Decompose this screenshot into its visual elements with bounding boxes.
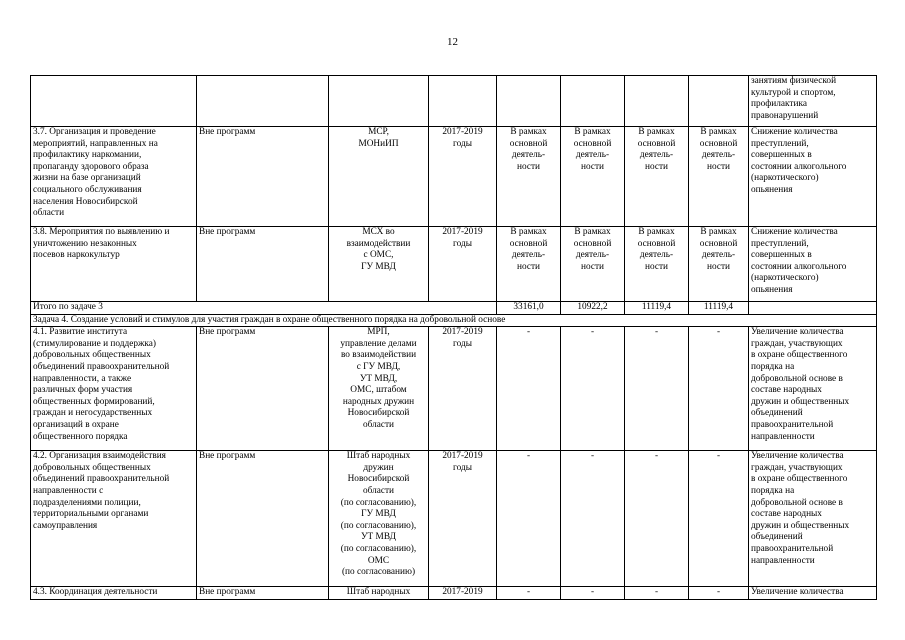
period-cell: 2017-2019 годы — [429, 127, 497, 227]
table-row — [31, 451, 877, 587]
amount-cell: - — [625, 451, 689, 587]
executor-cell: МРП, управление делами во взаимодействии с ГУ МВД, УТ МВД, ОМС, штабом народных дружин Новосибирской области — [329, 327, 429, 451]
measures-table — [30, 75, 877, 600]
source-cell: Вне программ — [197, 451, 329, 587]
table-row — [31, 227, 877, 302]
amount-cell — [561, 76, 625, 127]
table-row — [31, 587, 877, 600]
executor-cell: МСР, МОНиИП — [329, 127, 429, 227]
amount-cell: В рамках основной деятель- ности — [497, 227, 561, 302]
amount-cell — [497, 76, 561, 127]
amount-cell: В рамках основной деятель- ности — [561, 127, 625, 227]
period-cell: 2017-2019 годы — [429, 327, 497, 451]
period-cell: 2017-2019 годы — [429, 227, 497, 302]
task-header-row — [31, 314, 877, 327]
table-row — [31, 76, 877, 127]
amount-cell: В рамках основной деятель- ности — [689, 227, 749, 302]
period-cell: 2017-2019 годы — [429, 451, 497, 587]
total-amount: 11119,4 — [625, 302, 689, 315]
measure-cell: 3.8. Мероприятия по выявлению и уничтожению незаконных посевов наркокультур — [31, 227, 197, 302]
amount-cell: В рамках основной деятель- ности — [497, 127, 561, 227]
amount-cell: В рамках основной деятель- ности — [625, 127, 689, 227]
period-cell: 2017-2019 — [429, 587, 497, 600]
task-header: Задача 4. Создание условий и стимулов для участия граждан в охране общественного порядка на добровольной основе — [31, 314, 877, 327]
executor-cell: Штаб народных дружин Новосибирской области (по согласованию), ГУ МВД (по согласованию), УТ МВД (по согласованию), ОМС (по согласованию) — [329, 451, 429, 587]
amount-cell: - — [689, 451, 749, 587]
source-cell: Вне программ — [197, 327, 329, 451]
amount-cell: - — [689, 327, 749, 451]
amount-cell: - — [497, 587, 561, 600]
executor-cell — [329, 76, 429, 127]
result-cell: Снижение количества преступлений, совершенных в состоянии алкогольного (наркотического) опьянения — [749, 227, 877, 302]
table-row — [31, 327, 877, 451]
total-amount: 11119,4 — [689, 302, 749, 315]
amount-cell: В рамках основной деятель- ности — [625, 227, 689, 302]
amount-cell: - — [561, 587, 625, 600]
executor-cell: Штаб народных — [329, 587, 429, 600]
total-amount: 10922,2 — [561, 302, 625, 315]
source-cell — [197, 76, 329, 127]
result-cell: Снижение количества преступлений, совершенных в состоянии алкогольного (наркотического) опьянения — [749, 127, 877, 227]
source-cell: Вне программ — [197, 227, 329, 302]
amount-cell — [689, 76, 749, 127]
measure-cell: 4.1. Развитие института (стимулирование и поддержка) добровольных общественных объединений правоохранительной направленности, а также различных форм участия общественных формирований, граждан и негосударственных организаций в охране общественного порядка — [31, 327, 197, 451]
amount-cell: - — [625, 587, 689, 600]
result-cell: Увеличение количества — [749, 587, 877, 600]
measure-cell: 3.7. Организация и проведение мероприятий, направленных на профилактику наркомании, пропаганду здорового образа жизни на базе организаций социального обслуживания населения Новосибирской области — [31, 127, 197, 227]
measure-cell — [31, 76, 197, 127]
result-cell: Увеличение количества граждан, участвующих в охране общественного порядка на добровольной основе в составе народных дружин и общественных объединений правоохранительной направленности — [749, 327, 877, 451]
total-amount: 33161,0 — [497, 302, 561, 315]
amount-cell — [625, 76, 689, 127]
amount-cell: - — [689, 587, 749, 600]
source-cell: Вне программ — [197, 127, 329, 227]
page-number: 12 — [447, 36, 458, 48]
measure-cell: 4.2. Организация взаимодействия добровольных общественных объединений правоохранительной направленности с подразделениями полиции, территориальными органами самоуправления — [31, 451, 197, 587]
amount-cell: - — [561, 327, 625, 451]
total-result — [749, 302, 877, 315]
amount-cell: - — [625, 327, 689, 451]
source-cell: Вне программ — [197, 587, 329, 600]
amount-cell: В рамках основной деятель- ности — [561, 227, 625, 302]
amount-cell: - — [497, 327, 561, 451]
table-row — [31, 127, 877, 227]
period-cell — [429, 76, 497, 127]
measure-cell: 4.3. Координация деятельности — [31, 587, 197, 600]
result-cell: Увеличение количества граждан, участвующих в охране общественного порядка на добровольной основе в составе народных дружин и общественных объединений правоохранительной направленности — [749, 451, 877, 587]
total-label: Итого по задаче 3 — [31, 302, 497, 315]
result-cell: занятиям физической культурой и спортом, профилактика правонарушений — [749, 76, 877, 127]
amount-cell: - — [561, 451, 625, 587]
total-row — [31, 302, 877, 315]
amount-cell: В рамках основной деятель- ности — [689, 127, 749, 227]
amount-cell: - — [497, 451, 561, 587]
executor-cell: МСХ во взаимодействии с ОМС, ГУ МВД — [329, 227, 429, 302]
